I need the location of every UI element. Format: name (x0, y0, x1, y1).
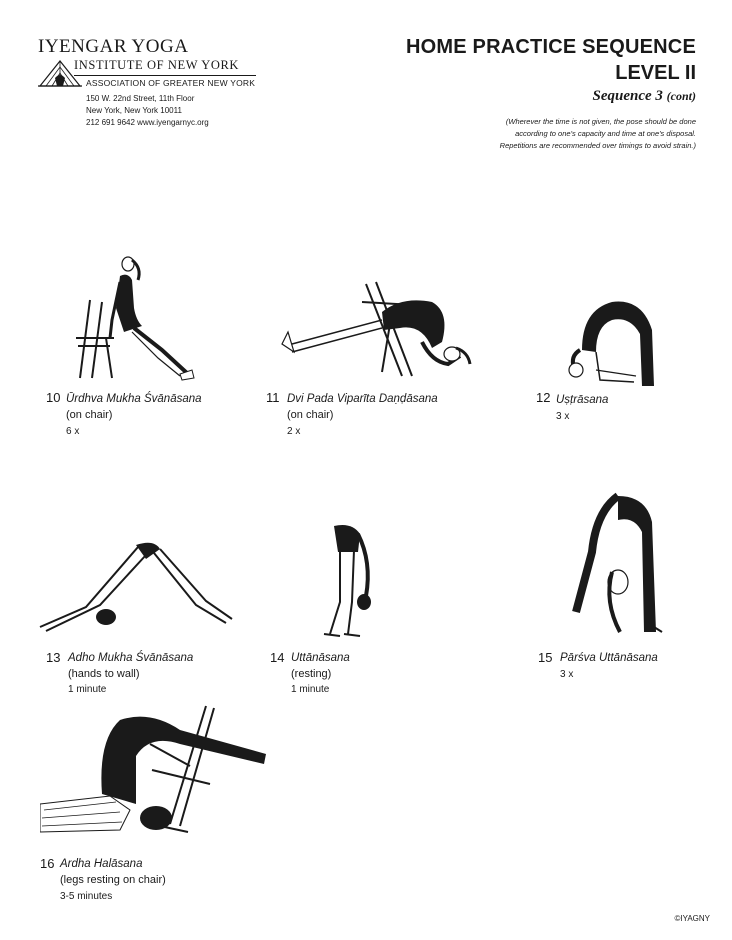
pose-16-number: 16 (40, 856, 55, 871)
pose-16-note: (legs resting on chair) (60, 874, 166, 886)
address-line-1: 150 W. 22nd Street, 11th Floor (86, 94, 195, 103)
sequence-cont: (cont) (666, 89, 696, 103)
pose-12-duration: 3 x (556, 411, 570, 422)
timing-note (456, 116, 696, 152)
org-name: IYENGAR YOGA (38, 36, 189, 57)
pose-13-duration: 1 minute (68, 684, 107, 695)
pose-15-duration: 3 x (560, 669, 574, 680)
pose-14-note: (resting) (291, 668, 332, 680)
pose-11-duration: 2 x (287, 426, 301, 437)
pose-13-name: Adho Mukha Śvānāsana (68, 652, 194, 664)
pose-11-name: Dvi Pada Viparīta Daṇḍāsana (287, 393, 438, 405)
pose-15-name: Pārśva Uttānāsana (560, 652, 658, 664)
address-line-3: 212 691 9642 www.iyengarnyc.org (86, 118, 209, 127)
pose-10-name: Ūrdhva Mukha Śvānāsana (66, 393, 202, 405)
pose-10-number: 10 (46, 390, 61, 405)
pose-10-duration: 6 x (66, 426, 80, 437)
pose-10-illustration (62, 250, 212, 385)
sequence-subtitle (593, 88, 697, 105)
pose-11-note: (on chair) (287, 409, 334, 421)
pose-16-illustration (40, 700, 270, 840)
pose-13-note: (hands to wall) (68, 668, 140, 680)
pose-11-illustration (272, 272, 482, 382)
note-line-1: (Wherever the time is not given, the pose should be done (505, 117, 696, 126)
pose-15-number: 15 (538, 650, 553, 665)
pose-14-name: Uttānāsana (291, 652, 350, 664)
pose-14-number: 14 (270, 650, 285, 665)
pose-12-illustration (556, 290, 666, 390)
page-level: LEVEL II (615, 62, 696, 84)
note-line-3: Repetitions are recommended over timings to avoid strain.) (499, 141, 696, 150)
pose-16-duration: 3-5 minutes (60, 891, 113, 902)
pose-14-illustration (310, 522, 390, 642)
pose-12-number: 12 (536, 390, 551, 405)
header-divider (74, 75, 256, 76)
pose-15-illustration (556, 492, 676, 642)
pose-13-illustration (36, 535, 236, 635)
pose-11-number: 11 (266, 390, 280, 405)
pose-12-name: Uṣṭrāsana (556, 394, 609, 406)
sequence-label: Sequence 3 (592, 88, 663, 104)
org-association: ASSOCIATION OF GREATER NEW YORK (86, 78, 256, 88)
note-line-2: according to one's capacity and time at one's disposal. (515, 129, 696, 138)
page-title: HOME PRACTICE SEQUENCE (406, 36, 696, 58)
org-institute: INSTITUTE OF NEW YORK (74, 58, 240, 72)
pose-14-duration: 1 minute (291, 684, 330, 695)
pose-16-name: Ardha Halāsana (60, 858, 143, 870)
copyright-notice: ©IYAGNY (674, 914, 710, 923)
pose-13-number: 13 (46, 650, 61, 665)
pose-10-note: (on chair) (66, 409, 113, 421)
address-line-2: New York, New York 10011 (86, 106, 182, 115)
